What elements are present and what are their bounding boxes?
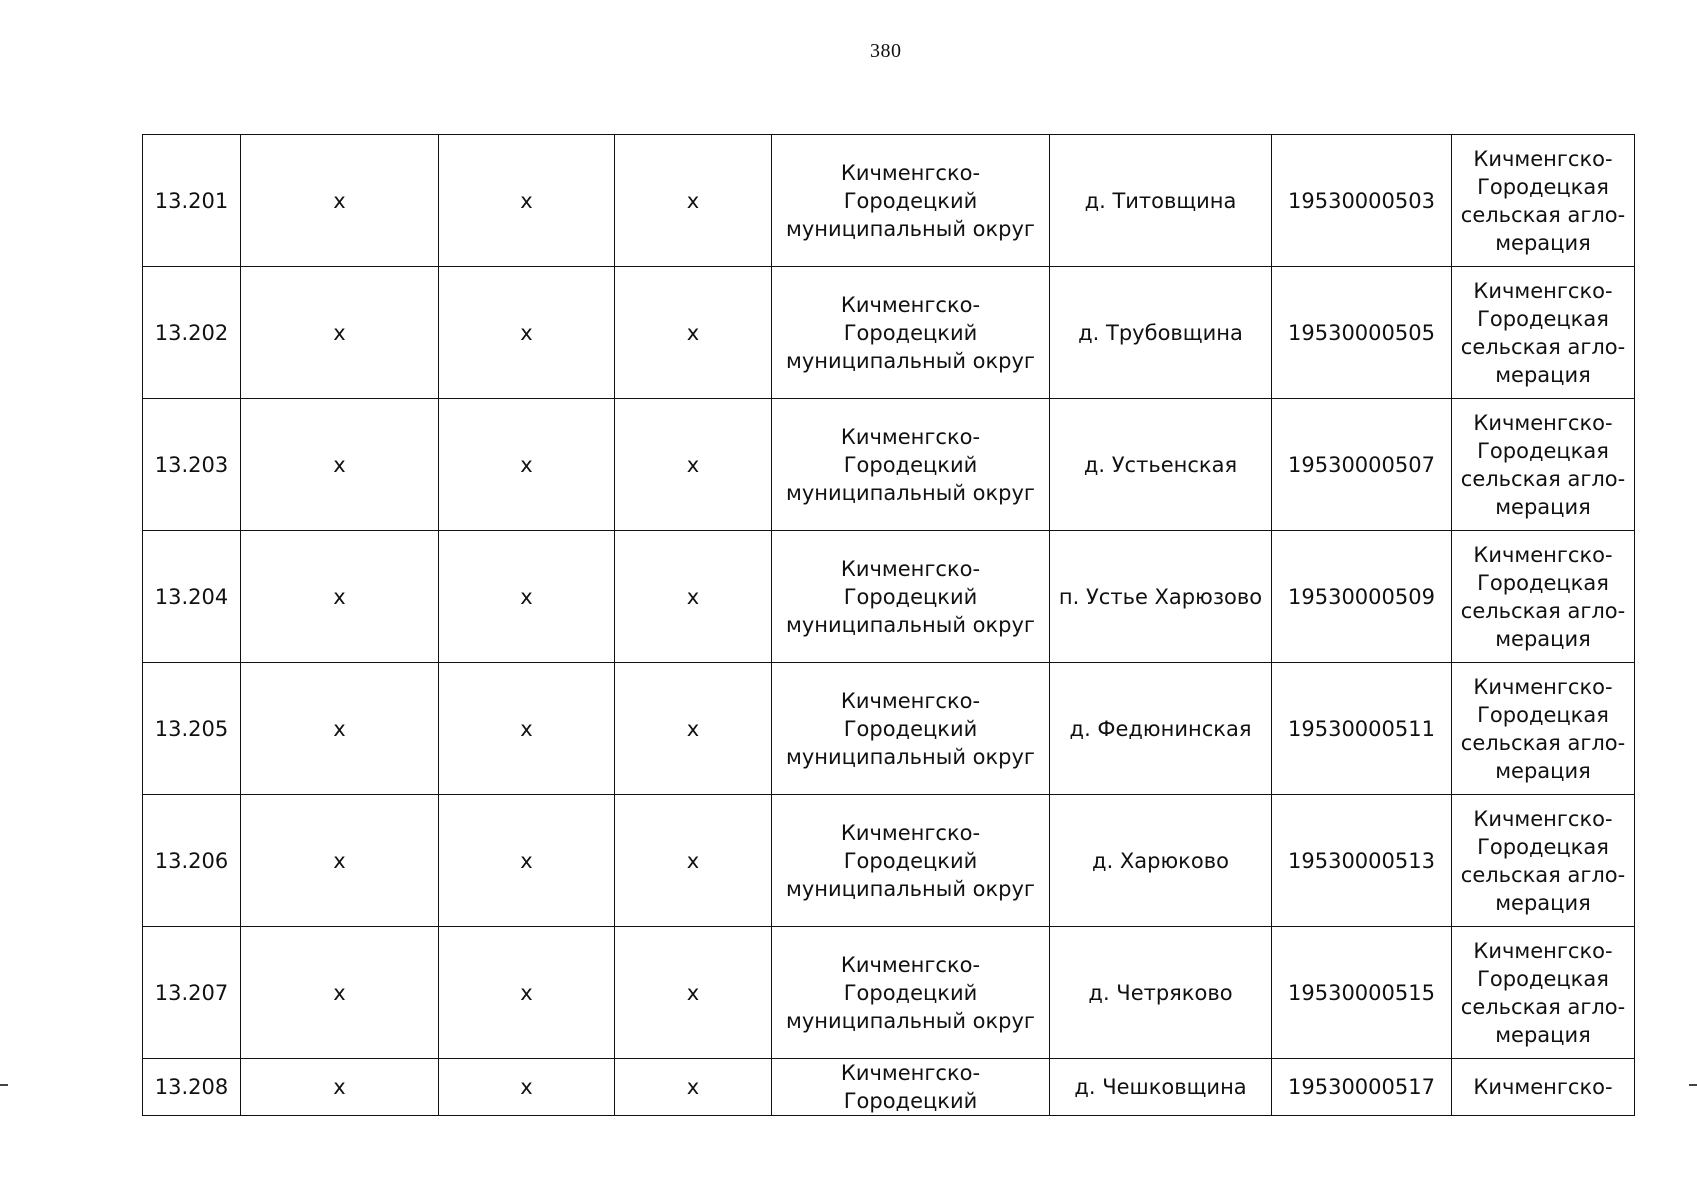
- row-number: 13.204: [143, 531, 241, 663]
- cell-mark: х: [241, 795, 439, 927]
- cell-mark: х: [615, 795, 772, 927]
- agglomeration-cell: [1452, 135, 1635, 267]
- agglomeration-cell: Кичменгско-: [1452, 1059, 1635, 1116]
- cell-mark: х: [439, 1059, 615, 1116]
- agglomeration-line: Городецкая: [1477, 570, 1609, 595]
- row-number: 13.208: [143, 1059, 241, 1116]
- district-line: Кичменгско-Городецкий: [840, 688, 981, 741]
- settlement-cell: д. Федюнинская: [1050, 663, 1272, 795]
- agglomeration-line: Городецкая: [1477, 438, 1609, 463]
- cell-mark: х: [241, 927, 439, 1059]
- table-row: [143, 927, 1635, 1059]
- agglomeration-line: сельская агло-: [1460, 862, 1626, 887]
- row-number: 13.205: [143, 663, 241, 795]
- agglomeration-cell: [1452, 267, 1635, 399]
- district-cell: Кичменгско-Городецкий: [772, 1059, 1050, 1116]
- cell-mark: х: [615, 1059, 772, 1116]
- agglomeration-line: Кичменгско-: [1473, 806, 1613, 831]
- cell-mark: х: [241, 135, 439, 267]
- district-line: муниципальный округ: [786, 348, 1035, 373]
- cell-mark: х: [615, 267, 772, 399]
- district-line: муниципальный округ: [786, 1008, 1035, 1033]
- page-number: 380: [870, 40, 902, 62]
- agglomeration-line: Городецкая: [1477, 834, 1609, 859]
- agglomeration-line: Кичменгско-: [1473, 938, 1613, 963]
- cell-mark: х: [439, 135, 615, 267]
- settlement-cell: д. Чешковщина: [1050, 1059, 1272, 1116]
- agglomeration-line: сельская агло-: [1460, 466, 1626, 491]
- cell-mark: х: [241, 663, 439, 795]
- table-row: [143, 399, 1635, 531]
- agglomeration-line: сельская агло-: [1460, 334, 1626, 359]
- row-number: 13.203: [143, 399, 241, 531]
- settlement-cell: д. Четряково: [1050, 927, 1272, 1059]
- cell-mark: х: [615, 399, 772, 531]
- district-line: муниципальный округ: [786, 480, 1035, 505]
- table-row: [143, 663, 1635, 795]
- district-cell: [772, 267, 1050, 399]
- oktmo-code-cell: 19530000509: [1272, 531, 1452, 663]
- oktmo-code-cell: 19530000511: [1272, 663, 1452, 795]
- table-body: [143, 135, 1635, 1116]
- oktmo-code-cell: 19530000505: [1272, 267, 1452, 399]
- agglomeration-line: Городецкая: [1477, 306, 1609, 331]
- cell-mark: х: [241, 267, 439, 399]
- settlements-table: [142, 134, 1635, 1116]
- row-number: 13.201: [143, 135, 241, 267]
- cell-mark: х: [439, 663, 615, 795]
- agglomeration-line: Кичменгско-: [1473, 410, 1613, 435]
- oktmo-code-cell: 19530000507: [1272, 399, 1452, 531]
- cell-mark: х: [615, 927, 772, 1059]
- agglomeration-line: Городецкая: [1477, 174, 1609, 199]
- table-row: [143, 531, 1635, 663]
- oktmo-code-cell: 19530000517: [1272, 1059, 1452, 1116]
- table-row-partial: [143, 1059, 1635, 1116]
- cell-mark: х: [439, 531, 615, 663]
- cell-mark: х: [241, 1059, 439, 1116]
- district-cell: [772, 399, 1050, 531]
- district-line: Кичменгско-Городецкий: [840, 820, 981, 873]
- row-number: 13.202: [143, 267, 241, 399]
- district-line: Кичменгско-Городецкий: [840, 424, 981, 477]
- agglomeration-line: Городецкая: [1477, 966, 1609, 991]
- district-line: Кичменгско-Городецкий: [840, 160, 981, 213]
- agglomeration-cell: [1452, 531, 1635, 663]
- cell-mark: х: [241, 531, 439, 663]
- settlement-cell: д. Титовщина: [1050, 135, 1272, 267]
- cell-mark: х: [439, 927, 615, 1059]
- agglomeration-line: сельская агло-: [1460, 994, 1626, 1019]
- cell-mark: х: [439, 267, 615, 399]
- agglomeration-cell: [1452, 795, 1635, 927]
- district-cell: [772, 663, 1050, 795]
- agglomeration-line: Кичменгско-: [1473, 542, 1613, 567]
- cell-mark: х: [615, 531, 772, 663]
- cell-mark: х: [439, 399, 615, 531]
- agglomeration-line: Кичменгско-: [1473, 146, 1613, 171]
- scan-edge-mark-right: [1689, 1084, 1697, 1086]
- row-number: 13.207: [143, 927, 241, 1059]
- district-cell: [772, 795, 1050, 927]
- agglomeration-line: мерация: [1495, 1022, 1591, 1047]
- agglomeration-line: сельская агло-: [1460, 730, 1626, 755]
- agglomeration-line: мерация: [1495, 890, 1591, 915]
- agglomeration-line: мерация: [1495, 230, 1591, 255]
- agglomeration-line: мерация: [1495, 362, 1591, 387]
- row-number: 13.206: [143, 795, 241, 927]
- settlement-cell: д. Устьенская: [1050, 399, 1272, 531]
- agglomeration-line: сельская агло-: [1460, 598, 1626, 623]
- district-line: Кичменгско-Городецкий: [840, 292, 981, 345]
- district-line: муниципальный округ: [786, 744, 1035, 769]
- table-row: [143, 795, 1635, 927]
- oktmo-code-cell: 19530000515: [1272, 927, 1452, 1059]
- district-line: муниципальный округ: [786, 612, 1035, 637]
- district-line: муниципальный округ: [786, 876, 1035, 901]
- cell-mark: х: [439, 795, 615, 927]
- district-line: муниципальный округ: [786, 216, 1035, 241]
- agglomeration-cell: [1452, 399, 1635, 531]
- district-cell: [772, 531, 1050, 663]
- agglomeration-cell: [1452, 927, 1635, 1059]
- table-row: [143, 135, 1635, 267]
- cell-mark: х: [615, 663, 772, 795]
- cell-mark: х: [241, 399, 439, 531]
- agglomeration-line: сельская агло-: [1460, 202, 1626, 227]
- table-row: [143, 267, 1635, 399]
- district-line: Кичменгско-Городецкий: [840, 556, 981, 609]
- oktmo-code-cell: 19530000513: [1272, 795, 1452, 927]
- agglomeration-line: Кичменгско-: [1473, 278, 1613, 303]
- settlement-cell: п. Устье Харюзово: [1050, 531, 1272, 663]
- district-cell: [772, 135, 1050, 267]
- scan-edge-mark-left: [0, 1084, 8, 1086]
- agglomeration-line: мерация: [1495, 626, 1591, 651]
- oktmo-code-cell: 19530000503: [1272, 135, 1452, 267]
- settlement-cell: д. Харюково: [1050, 795, 1272, 927]
- agglomeration-line: Кичменгско-: [1473, 674, 1613, 699]
- cell-mark: х: [615, 135, 772, 267]
- district-cell: [772, 927, 1050, 1059]
- agglomeration-line: мерация: [1495, 494, 1591, 519]
- agglomeration-line: мерация: [1495, 758, 1591, 783]
- settlement-cell: д. Трубовщина: [1050, 267, 1272, 399]
- district-line: Кичменгско-Городецкий: [840, 952, 981, 1005]
- agglomeration-cell: [1452, 663, 1635, 795]
- agglomeration-line: Городецкая: [1477, 702, 1609, 727]
